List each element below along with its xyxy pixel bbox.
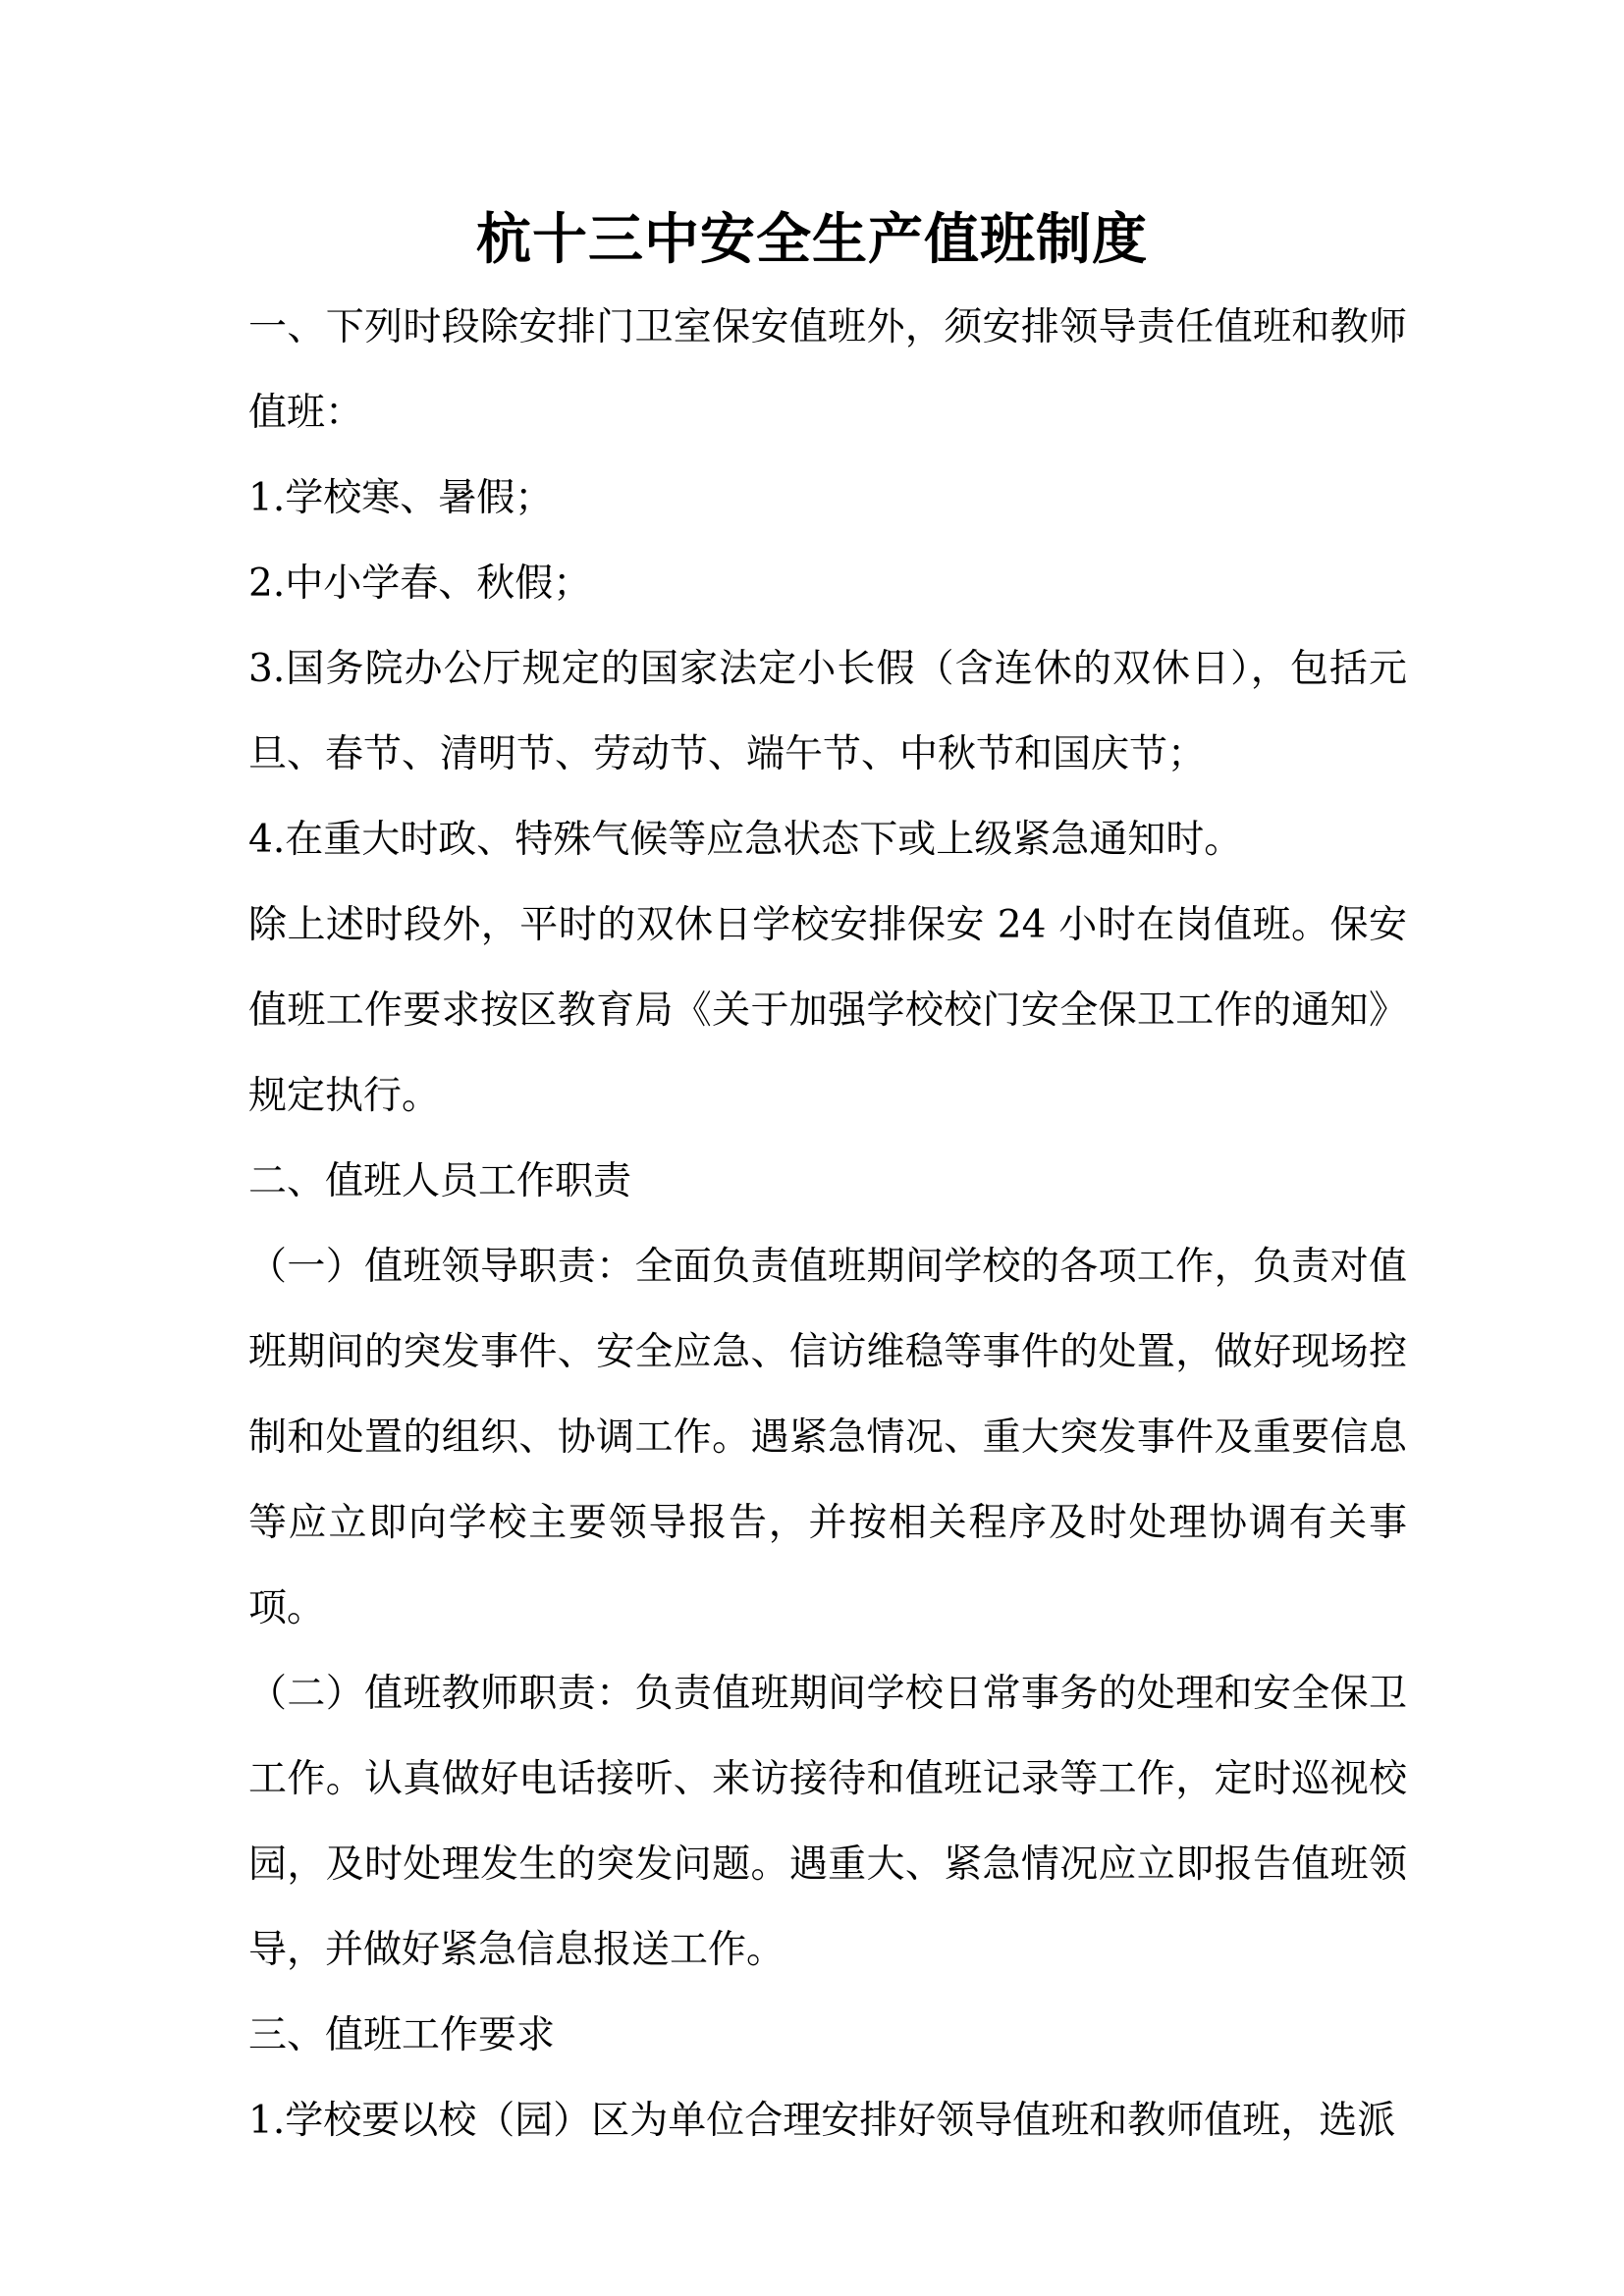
document-body xyxy=(248,285,1407,2163)
requirement-item-1: 1.学校要以校（园）区为单位合理安排好领导值班和教师值班，选派 xyxy=(248,2099,1396,2143)
leader-duty-paragraph: （一）值班领导职责：全面负责值班期间学校的各项工作，负责对值班期间的突发事件、安全应急、信访维稳等事件的处置，做好现场控制和处置的组织、协调工作。遇紧急情况、重大突发事件及重要信息等应立即向学校主要领导报告，并按相关程序及时处理协调有关事项。 xyxy=(248,1245,1407,1630)
teacher-duty-paragraph: （二）值班教师职责：负责值班期间学校日常事务的处理和安全保卫工作。认真做好电话接听、来访接待和值班记录等工作，定时巡视校园，及时处理发生的突发问题。遇重大、紧急情况应立即报告值班领导，并做好紧急信息报送工作。 xyxy=(248,1672,1407,1972)
list-item-4: 4.在重大时政、特殊气候等应急状态下或上级紧急通知时。 xyxy=(248,818,1243,862)
list-item-1: 1.学校寒、暑假； xyxy=(248,476,554,520)
section-2-heading: 二、值班人员工作职责 xyxy=(248,1159,632,1203)
list-item-2: 2.中小学春、秋假； xyxy=(248,561,592,606)
security-duty-paragraph: 除上述时段外，平时的双休日学校安排保安 24 小时在岗值班。保安值班工作要求按区教育局《关于加强学校校门安全保卫工作的通知》规定执行。 xyxy=(248,903,1407,1118)
section-3-heading: 三、值班工作要求 xyxy=(248,2013,556,2057)
section-1-heading-paragraph: 一、下列时段除安排门卫室保安值班外，须安排领导责任值班和教师值班： xyxy=(248,305,1407,435)
list-item-3: 3.国务院办公厅规定的国家法定小长假（含连休的双休日），包括元旦、春节、清明节、劳动节、端午节、中秋节和国庆节； xyxy=(248,647,1407,776)
document-title: 杭十三中安全生产值班制度 xyxy=(476,208,1148,272)
